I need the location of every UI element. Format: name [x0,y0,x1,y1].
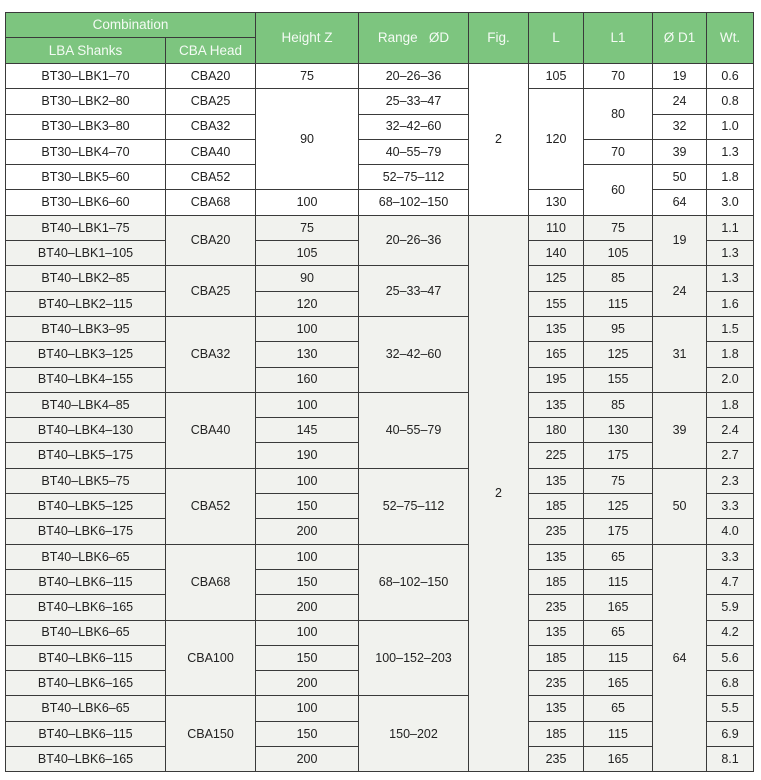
head-cell: CBA68 [166,190,256,215]
l1-cell: 85 [584,392,653,417]
header-combination: Combination [6,13,256,38]
l-cell: 110 [529,215,584,240]
d1-cell: 50 [653,165,707,190]
header-range-d: Range ØD [359,13,469,64]
table-row [6,696,754,721]
wt-cell: 8.1 [707,747,754,772]
shank-cell: BT40–LBK6–165 [6,671,166,696]
l1-cell: 65 [584,620,653,645]
height-cell: 190 [256,443,359,468]
l1-cell: 115 [584,291,653,316]
table-row [6,139,754,164]
height-cell: 120 [256,291,359,316]
l-cell: 185 [529,721,584,746]
table-row [6,165,754,190]
range-cell: 100–152–203 [359,620,469,696]
l1-cell: 125 [584,494,653,519]
l1-cell: 75 [584,468,653,493]
table-row [6,64,754,89]
shank-cell: BT40–LBK1–105 [6,241,166,266]
table-row [6,89,754,114]
height-cell: 100 [256,190,359,215]
wt-cell: 3.0 [707,190,754,215]
d1-cell: 64 [653,190,707,215]
l-cell: 165 [529,342,584,367]
head-cell: CBA52 [166,165,256,190]
head-cell: CBA150 [166,696,256,772]
l-cell: 105 [529,64,584,89]
head-cell: CBA32 [166,114,256,139]
l-cell: 185 [529,569,584,594]
height-cell: 145 [256,418,359,443]
head-cell: CBA20 [166,215,256,266]
l-cell: 195 [529,367,584,392]
l1-cell: 115 [584,645,653,670]
l1-cell: 165 [584,595,653,620]
wt-cell: 1.8 [707,342,754,367]
head-cell: CBA40 [166,139,256,164]
l1-cell: 80 [584,89,653,140]
range-cell: 20–26–36 [359,64,469,89]
wt-cell: 3.3 [707,544,754,569]
l-cell: 185 [529,494,584,519]
shank-cell: BT30–LBK5–60 [6,165,166,190]
l1-cell: 175 [584,443,653,468]
range-cell: 150–202 [359,696,469,772]
shank-cell: BT40–LBK4–85 [6,392,166,417]
header-height-z: Height Z [256,13,359,64]
shank-cell: BT40–LBK4–155 [6,367,166,392]
wt-cell: 0.8 [707,89,754,114]
l-cell: 125 [529,266,584,291]
d1-cell: 19 [653,64,707,89]
wt-cell: 6.8 [707,671,754,696]
shank-cell: BT40–LBK3–125 [6,342,166,367]
l1-cell: 70 [584,64,653,89]
height-cell: 100 [256,544,359,569]
d1-cell: 31 [653,316,707,392]
wt-cell: 1.3 [707,266,754,291]
l1-cell: 175 [584,519,653,544]
height-cell: 150 [256,721,359,746]
wt-cell: 2.4 [707,418,754,443]
shank-cell: BT40–LBK5–175 [6,443,166,468]
head-cell: CBA25 [166,89,256,114]
wt-cell: 2.7 [707,443,754,468]
height-cell: 200 [256,595,359,620]
shank-cell: BT40–LBK6–165 [6,595,166,620]
height-cell: 100 [256,696,359,721]
l1-cell: 165 [584,747,653,772]
range-cell: 52–75–112 [359,165,469,190]
height-cell: 75 [256,64,359,89]
shank-cell: BT30–LBK4–70 [6,139,166,164]
shank-cell: BT40–LBK5–125 [6,494,166,519]
wt-cell: 6.9 [707,721,754,746]
l1-cell: 130 [584,418,653,443]
l-cell: 225 [529,443,584,468]
l1-cell: 75 [584,215,653,240]
d1-cell: 32 [653,114,707,139]
height-cell: 130 [256,342,359,367]
height-cell: 75 [256,215,359,240]
height-cell: 90 [256,89,359,190]
table-row [6,316,754,341]
range-cell: 25–33–47 [359,266,469,317]
range-cell: 20–26–36 [359,215,469,266]
shank-cell: BT40–LBK2–115 [6,291,166,316]
l-cell: 185 [529,645,584,670]
l1-cell: 95 [584,316,653,341]
header-lba-shanks: LBA Shanks [6,38,166,64]
shank-cell: BT30–LBK6–60 [6,190,166,215]
spec-table [5,12,754,772]
head-cell: CBA68 [166,544,256,620]
d1-cell: 19 [653,215,707,266]
height-cell: 150 [256,569,359,594]
l1-cell: 125 [584,342,653,367]
head-cell: CBA52 [166,468,256,544]
header-d1: Ø D1 [653,13,707,64]
shank-cell: BT40–LBK2–85 [6,266,166,291]
l1-cell: 65 [584,544,653,569]
wt-cell: 1.3 [707,139,754,164]
l-cell: 135 [529,468,584,493]
wt-cell: 2.0 [707,367,754,392]
d1-cell: 24 [653,266,707,317]
wt-cell: 1.0 [707,114,754,139]
wt-cell: 3.3 [707,494,754,519]
l-cell: 135 [529,392,584,417]
l-cell: 135 [529,544,584,569]
wt-cell: 4.7 [707,569,754,594]
shank-cell: BT40–LBK6–165 [6,747,166,772]
shank-cell: BT40–LBK6–115 [6,721,166,746]
shank-cell: BT30–LBK2–80 [6,89,166,114]
l-cell: 235 [529,519,584,544]
table-row [6,215,754,240]
d1-cell: 24 [653,89,707,114]
height-cell: 100 [256,392,359,417]
height-cell: 100 [256,620,359,645]
table-row [6,468,754,493]
header-l1: L1 [584,13,653,64]
range-cell: 40–55–79 [359,392,469,468]
l1-cell: 115 [584,721,653,746]
l-cell: 235 [529,671,584,696]
wt-cell: 5.5 [707,696,754,721]
d1-cell: 39 [653,139,707,164]
height-cell: 150 [256,645,359,670]
head-cell: CBA100 [166,620,256,696]
l-cell: 140 [529,241,584,266]
shank-cell: BT40–LBK4–130 [6,418,166,443]
range-cell: 68–102–150 [359,190,469,215]
height-cell: 150 [256,494,359,519]
l-cell: 180 [529,418,584,443]
wt-cell: 5.9 [707,595,754,620]
wt-cell: 1.1 [707,215,754,240]
l-cell: 235 [529,595,584,620]
shank-cell: BT30–LBK3–80 [6,114,166,139]
wt-cell: 0.6 [707,64,754,89]
range-cell: 40–55–79 [359,139,469,164]
range-cell: 52–75–112 [359,468,469,544]
header-wt: Wt. [707,13,754,64]
l-cell: 235 [529,747,584,772]
fig-cell: 2 [469,215,529,772]
height-cell: 200 [256,519,359,544]
wt-cell: 1.8 [707,165,754,190]
shank-cell: BT40–LBK6–115 [6,645,166,670]
shank-cell: BT40–LBK6–65 [6,544,166,569]
l1-cell: 85 [584,266,653,291]
l-cell: 135 [529,620,584,645]
range-cell: 32–42–60 [359,114,469,139]
wt-cell: 1.3 [707,241,754,266]
height-cell: 100 [256,468,359,493]
l1-cell: 165 [584,671,653,696]
shank-cell: BT40–LBK6–65 [6,696,166,721]
l-cell: 135 [529,316,584,341]
l-cell: 135 [529,696,584,721]
height-cell: 100 [256,316,359,341]
head-cell: CBA32 [166,316,256,392]
table-row [6,620,754,645]
height-cell: 90 [256,266,359,291]
wt-cell: 1.6 [707,291,754,316]
l1-cell: 65 [584,696,653,721]
shank-cell: BT30–LBK1–70 [6,64,166,89]
wt-cell: 1.8 [707,392,754,417]
l1-cell: 155 [584,367,653,392]
wt-cell: 4.2 [707,620,754,645]
shank-cell: BT40–LBK6–65 [6,620,166,645]
height-cell: 200 [256,671,359,696]
shank-cell: BT40–LBK6–115 [6,569,166,594]
wt-cell: 5.6 [707,645,754,670]
l1-cell: 60 [584,165,653,216]
height-cell: 200 [256,747,359,772]
l1-cell: 105 [584,241,653,266]
head-cell: CBA40 [166,392,256,468]
range-cell: 32–42–60 [359,316,469,392]
head-cell: CBA25 [166,266,256,317]
wt-cell: 1.5 [707,316,754,341]
d1-cell: 64 [653,544,707,772]
header-fig: Fig. [469,13,529,64]
header-cba-head: CBA Head [166,38,256,64]
fig-cell: 2 [469,64,529,216]
table-row [6,544,754,569]
table-row [6,392,754,417]
wt-cell: 4.0 [707,519,754,544]
shank-cell: BT40–LBK6–175 [6,519,166,544]
range-cell: 68–102–150 [359,544,469,620]
l1-cell: 70 [584,139,653,164]
shank-cell: BT40–LBK1–75 [6,215,166,240]
wt-cell: 2.3 [707,468,754,493]
shank-cell: BT40–LBK3–95 [6,316,166,341]
d1-cell: 50 [653,468,707,544]
l-cell: 120 [529,89,584,190]
l-cell: 155 [529,291,584,316]
range-cell: 25–33–47 [359,89,469,114]
table-row [6,266,754,291]
l1-cell: 115 [584,569,653,594]
height-cell: 160 [256,367,359,392]
shank-cell: BT40–LBK5–75 [6,468,166,493]
l-cell: 130 [529,190,584,215]
head-cell: CBA20 [166,64,256,89]
header-l: L [529,13,584,64]
height-cell: 105 [256,241,359,266]
d1-cell: 39 [653,392,707,468]
